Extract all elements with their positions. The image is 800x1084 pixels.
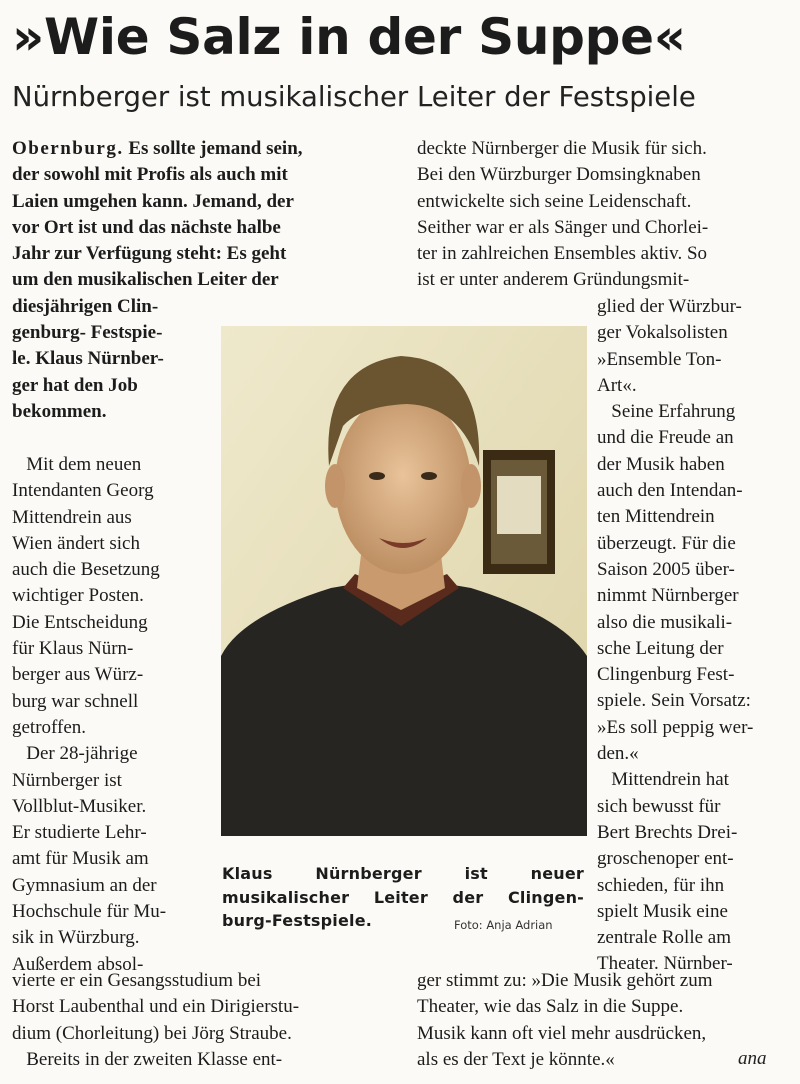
text-line: vierte er ein Gesangsstudium bei <box>12 970 262 991</box>
text-line: Seine Erfahrung <box>597 401 736 423</box>
text-line: Nürnberger ist <box>12 769 122 791</box>
text-line: sich bewusst für <box>597 795 721 817</box>
text-line: Hochschule für Mu- <box>12 901 167 923</box>
text-line: sik in Würzburg. <box>12 927 140 949</box>
text-line: dium (Chorleitung) bei Jörg Straube. <box>12 1022 292 1044</box>
text-line: getroffen. <box>12 716 87 738</box>
text-line: spiele. Sein Vorsatz: <box>597 690 751 712</box>
text-line: Theater. Nürnber- <box>597 953 733 975</box>
text-line: amt für Musik am <box>12 848 149 870</box>
text-line: Bei den Würzburger Domsingknaben <box>417 164 701 186</box>
text-line: vor Ort ist und das nächste halbe <box>12 216 281 238</box>
text-line: Mittendrein hat <box>597 769 729 791</box>
text-line: ger Vokalsolisten <box>597 322 728 344</box>
text-line: der Musik haben <box>597 453 725 475</box>
text-line: deckte Nürnberger die Musik für sich. <box>417 138 707 159</box>
dateline: Obernburg. <box>12 138 124 159</box>
text-line: bekommen. <box>12 400 107 422</box>
text-line: berger aus Würz- <box>12 664 144 686</box>
text-line: Er studierte Lehr- <box>12 822 147 844</box>
text-line: Theater, wie das Salz in die Suppe. <box>417 996 684 1018</box>
column-1-bottom <box>12 968 299 1073</box>
text-line: als es der Text je könnte.« <box>417 1048 615 1070</box>
lead-first-line: Es sollte jemand sein, <box>128 138 303 159</box>
portrait-photo <box>221 326 587 836</box>
text-line: Außerdem absol- <box>12 953 144 975</box>
text-line: Der 28-jährige <box>12 743 138 765</box>
text-line: Bereits in der zweiten Klasse ent- <box>12 1048 283 1070</box>
text-line: Die Entscheidung <box>12 611 148 633</box>
text-line: der sowohl mit Profis als auch mit <box>12 164 288 186</box>
text-line: Gymnasium an der <box>12 874 157 896</box>
text-line: für Klaus Nürn- <box>12 638 134 660</box>
column-2-bottom <box>417 968 713 1073</box>
text-line: Horst Laubenthal und ein Dirigierstu- <box>12 996 300 1018</box>
text-line: Intendanten Georg <box>12 480 154 502</box>
text-line: den.« <box>597 743 639 765</box>
text-line: sche Leitung der <box>597 637 724 659</box>
text-line: Musik kann oft viel mehr ausdrücken, <box>417 1022 707 1044</box>
text-line: entwickelte sich seine Leidenschaft. <box>417 190 692 212</box>
photo-credit: Foto: Anja Adrian <box>454 918 553 932</box>
caption-line: Klaus Nürnberger ist neuer <box>222 864 584 883</box>
headline: »Wie Salz in der Suppe« <box>12 8 686 66</box>
text-line: le. Klaus Nürnber- <box>12 348 164 370</box>
text-line: wichtiger Posten. <box>12 585 144 607</box>
portrait-image <box>221 326 587 836</box>
text-line: ger hat den Job <box>12 374 138 396</box>
text-line: also die musikali- <box>597 611 733 633</box>
text-line: glied der Würzbur- <box>597 296 742 317</box>
caption-line: musikalischer Leiter der Clingen- <box>222 887 584 907</box>
text-line: Wien ändert sich <box>12 532 140 554</box>
text-line: schieden, für ihn <box>597 874 725 896</box>
text-line: auch die Besetzung <box>12 559 160 581</box>
text-line: genburg- Festspie- <box>12 322 163 344</box>
caption-line: burg-Festspiele. <box>222 911 373 930</box>
text-line: Clingenburg Fest- <box>597 664 735 686</box>
column-1-narrow <box>12 452 166 978</box>
text-line: Laien umgehen kann. Jemand, der <box>12 190 294 212</box>
text-line: Art«. <box>597 374 637 396</box>
text-line: überzeugt. Für die <box>597 532 736 554</box>
text-line: ter in zahlreichen Ensembles aktiv. So <box>417 243 708 265</box>
text-line: auch den Intendan- <box>597 480 743 502</box>
text-line: groschenoper ent- <box>597 848 734 870</box>
text-line: diesjährigen Clin- <box>12 295 159 317</box>
text-line: Mit dem neuen <box>12 454 142 475</box>
text-line: »Ensemble Ton- <box>597 348 722 370</box>
text-line: ger stimmt zu: »Die Musik gehört zum <box>417 970 713 991</box>
author-signature: ana <box>738 1048 767 1069</box>
text-line: Seither war er als Sänger und Chorlei- <box>417 216 709 238</box>
text-line: burg war schnell <box>12 690 139 712</box>
text-line: Jahr zur Verfügung steht: Es geht <box>12 243 287 265</box>
text-line: ist er unter anderem Gründungsmit- <box>417 269 690 291</box>
text-line: nimmt Nürnberger <box>597 585 739 607</box>
text-line: um den musikalischen Leiter der <box>12 269 279 291</box>
text-line: »Es soll peppig wer- <box>597 716 754 738</box>
text-line: und die Freude an <box>597 427 734 449</box>
text-line: Mittendrein aus <box>12 506 132 528</box>
text-line: zentrale Rolle am <box>597 927 731 949</box>
column-2-top <box>417 136 708 294</box>
text-line: spielt Musik eine <box>597 900 728 922</box>
text-line: Saison 2005 über- <box>597 558 735 580</box>
text-line: ten Mittendrein <box>597 506 715 528</box>
subheadline: Nürnberger ist musikalischer Leiter der Festspiele <box>12 81 696 113</box>
text-line: Vollblut-Musiker. <box>12 795 147 817</box>
text-line: Bert Brechts Drei- <box>597 821 738 843</box>
column-2-narrow <box>597 294 753 978</box>
